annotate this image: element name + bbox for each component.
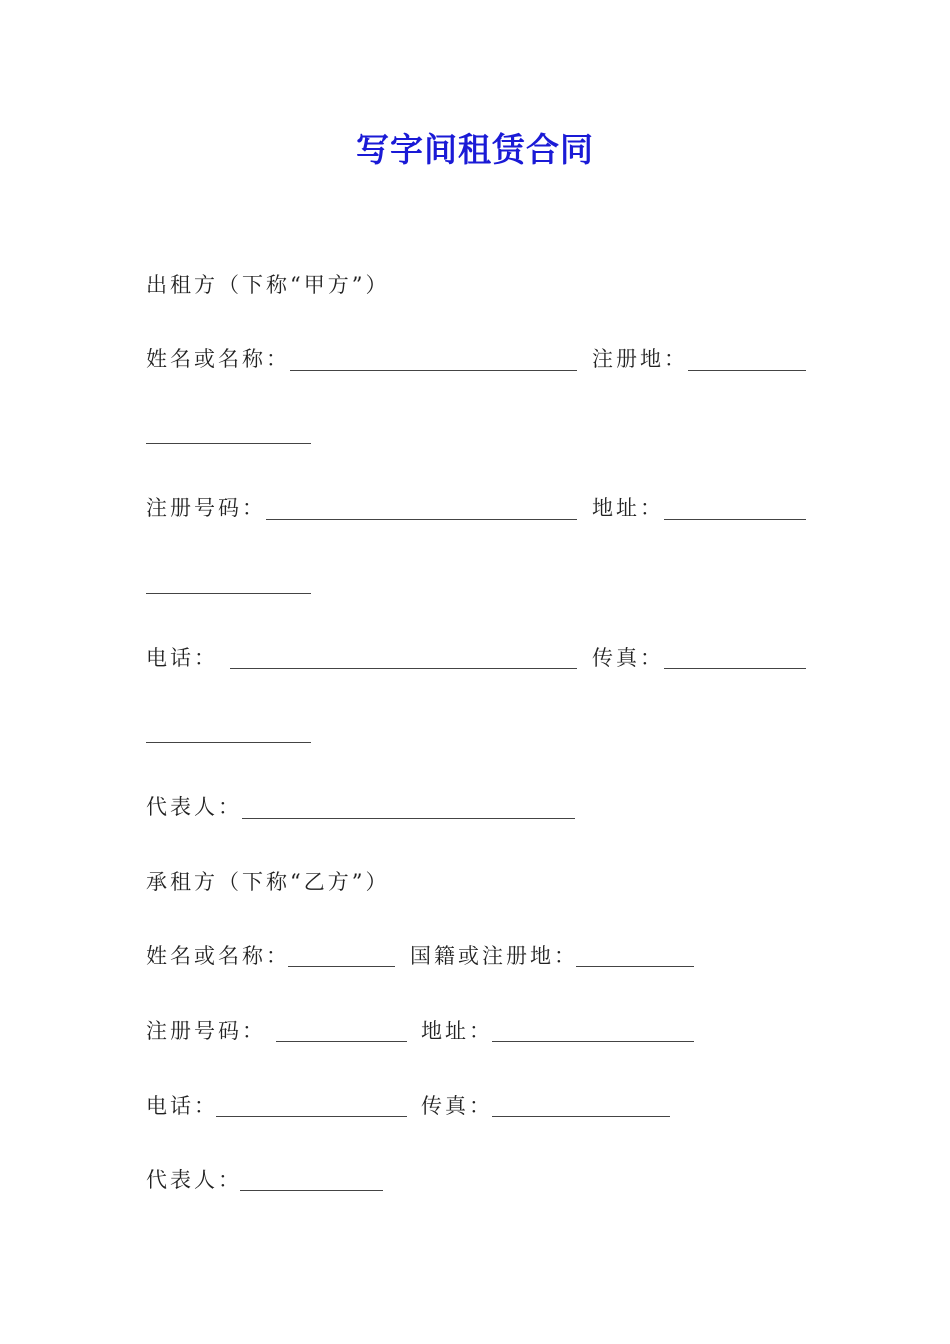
lessor-reg-place-label: 注册地： [592,347,688,371]
lessee-fax-label: 传真： [421,1094,493,1118]
lessee-heading: 承租方（下称“乙方”） [146,870,390,894]
lessor-reg-place-field[interactable] [688,370,806,371]
lessee-reg-no-field[interactable] [276,1041,407,1042]
lessee-phone-field[interactable] [216,1116,407,1117]
lessee-nationality-field[interactable] [576,966,694,967]
lessor-phone-label: 电话： [146,646,218,670]
lessor-name-field[interactable] [290,370,577,371]
lessee-nationality-label: 国籍或注册地： [410,944,578,968]
lessor-address-label: 地址： [592,496,664,520]
lessee-reg-no-label: 注册号码： [146,1019,266,1043]
lessor-address-field-continued[interactable] [146,593,311,594]
lessee-address-field[interactable] [492,1041,694,1042]
lessor-fax-field[interactable] [664,668,806,669]
lessee-rep-field[interactable] [240,1190,383,1191]
lessor-reg-place-field-continued[interactable] [146,443,311,444]
lessor-fax-label: 传真： [592,646,664,670]
lessee-name-label: 姓名或名称： [146,944,290,968]
lessee-fax-field[interactable] [492,1116,670,1117]
lessee-address-label: 地址： [421,1019,493,1043]
lessor-rep-label: 代表人： [146,795,242,819]
document-title: 写字间租赁合同 [356,130,594,169]
lessor-heading: 出租方（下称“甲方”） [146,273,390,297]
lessee-name-field[interactable] [288,966,395,967]
lessor-rep-field[interactable] [242,818,575,819]
lessor-fax-field-continued[interactable] [146,742,311,743]
lessee-rep-label: 代表人： [146,1168,242,1192]
lessor-reg-no-field[interactable] [266,519,577,520]
lessor-phone-field[interactable] [230,668,577,669]
lessor-name-label: 姓名或名称： [146,347,290,371]
lessor-reg-no-label: 注册号码： [146,496,266,520]
lessee-phone-label: 电话： [146,1094,218,1118]
lessor-address-field[interactable] [664,519,806,520]
